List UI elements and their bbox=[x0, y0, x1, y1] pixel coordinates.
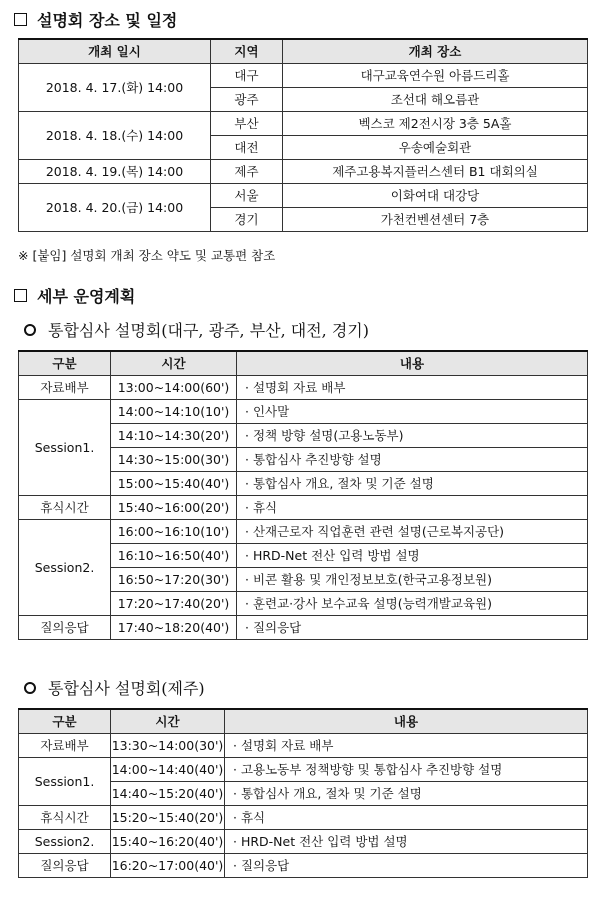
content-cell: · 비콘 활용 및 개인정보보호(한국고용정보원) bbox=[237, 567, 588, 591]
table-row bbox=[19, 757, 588, 781]
time-cell: 14:10~14:30(20') bbox=[111, 423, 237, 447]
venue-cell: 가천컨벤션센터 7층 bbox=[283, 207, 588, 231]
section1-heading bbox=[14, 8, 177, 31]
table-row bbox=[19, 111, 588, 135]
time-cell: 15:40~16:20(40') bbox=[111, 829, 225, 853]
table-row bbox=[19, 375, 588, 399]
section2-heading bbox=[14, 284, 135, 307]
header-category: 구분 bbox=[19, 709, 111, 733]
date-cell: 2018. 4. 17.(화) 14:00 bbox=[19, 63, 211, 111]
region-cell: 부산 bbox=[211, 111, 283, 135]
date-cell: 2018. 4. 20.(금) 14:00 bbox=[19, 183, 211, 231]
header-time: 시간 bbox=[111, 351, 237, 375]
table-row bbox=[19, 805, 588, 829]
table-header-row bbox=[19, 39, 588, 63]
category-cell: Session1. bbox=[19, 399, 111, 495]
venue-cell: 조선대 해오름관 bbox=[283, 87, 588, 111]
header-venue: 개최 장소 bbox=[283, 39, 588, 63]
time-cell: 14:40~15:20(40') bbox=[111, 781, 225, 805]
content-cell: · HRD-Net 전산 입력 방법 설명 bbox=[225, 829, 588, 853]
circle-bullet-icon bbox=[24, 682, 36, 694]
table-row bbox=[19, 615, 588, 639]
time-cell: 16:20~17:00(40') bbox=[111, 853, 225, 877]
header-date: 개최 일시 bbox=[19, 39, 211, 63]
venue-cell: 벡스코 제2전시장 3층 5A홀 bbox=[283, 111, 588, 135]
table-row bbox=[19, 63, 588, 87]
category-cell: 자료배부 bbox=[19, 375, 111, 399]
time-cell: 15:40~16:00(20') bbox=[111, 495, 237, 519]
category-cell: Session2. bbox=[19, 829, 111, 853]
program-table-jeju bbox=[18, 708, 588, 878]
time-cell: 13:00~14:00(60') bbox=[111, 375, 237, 399]
venue-note: ※ [붙임] 설명회 개최 장소 약도 및 교통편 참조 bbox=[18, 248, 276, 263]
region-cell: 대구 bbox=[211, 63, 283, 87]
time-cell: 17:20~17:40(20') bbox=[111, 591, 237, 615]
category-cell: Session1. bbox=[19, 757, 111, 805]
content-cell: · 설명회 자료 배부 bbox=[237, 375, 588, 399]
circle-bullet-icon bbox=[24, 324, 36, 336]
table-header-row bbox=[19, 709, 588, 733]
category-cell: 질의응답 bbox=[19, 853, 111, 877]
time-cell: 14:00~14:40(40') bbox=[111, 757, 225, 781]
sub1-heading bbox=[24, 318, 369, 341]
time-cell: 16:10~16:50(40') bbox=[111, 543, 237, 567]
content-cell: · 통합심사 추진방향 설명 bbox=[237, 447, 588, 471]
table-row bbox=[19, 829, 588, 853]
date-cell: 2018. 4. 19.(목) 14:00 bbox=[19, 159, 211, 183]
sub2-heading bbox=[24, 676, 205, 699]
time-cell: 15:00~15:40(40') bbox=[111, 471, 237, 495]
content-cell: · 휴식 bbox=[237, 495, 588, 519]
content-cell: · 통합심사 개요, 절차 및 기준 설명 bbox=[237, 471, 588, 495]
header-content: 내용 bbox=[225, 709, 588, 733]
table-row bbox=[19, 519, 588, 543]
sub1-title: 통합심사 설명회(대구, 광주, 부산, 대전, 경기) bbox=[48, 321, 370, 340]
header-time: 시간 bbox=[111, 709, 225, 733]
content-cell: · 정책 방향 설명(고용노동부) bbox=[237, 423, 588, 447]
time-cell: 13:30~14:00(30') bbox=[111, 733, 225, 757]
sub2-title: 통합심사 설명회(제주) bbox=[48, 679, 205, 698]
category-cell: 휴식시간 bbox=[19, 495, 111, 519]
category-cell: 자료배부 bbox=[19, 733, 111, 757]
region-cell: 제주 bbox=[211, 159, 283, 183]
region-cell: 서울 bbox=[211, 183, 283, 207]
time-cell: 16:00~16:10(10') bbox=[111, 519, 237, 543]
category-cell: 질의응답 bbox=[19, 615, 111, 639]
category-cell: 휴식시간 bbox=[19, 805, 111, 829]
table-row bbox=[19, 183, 588, 207]
table-header-row bbox=[19, 351, 588, 375]
schedule-table bbox=[18, 38, 588, 232]
table-row bbox=[19, 853, 588, 877]
venue-cell: 제주고용복지플러스센터 B1 대회의실 bbox=[283, 159, 588, 183]
content-cell: · 고용노동부 정책방향 및 통합심사 추진방향 설명 bbox=[225, 757, 588, 781]
content-cell: · 설명회 자료 배부 bbox=[225, 733, 588, 757]
section1-title: 설명회 장소 및 일정 bbox=[37, 11, 178, 30]
time-cell: 15:20~15:40(20') bbox=[111, 805, 225, 829]
square-bullet-icon bbox=[14, 13, 27, 26]
content-cell: · 질의응답 bbox=[237, 615, 588, 639]
content-cell: · 통합심사 개요, 절차 및 기준 설명 bbox=[225, 781, 588, 805]
venue-cell: 이화여대 대강당 bbox=[283, 183, 588, 207]
content-cell: · 인사말 bbox=[237, 399, 588, 423]
category-cell: Session2. bbox=[19, 519, 111, 615]
content-cell: · HRD-Net 전산 입력 방법 설명 bbox=[237, 543, 588, 567]
table-row bbox=[19, 159, 588, 183]
time-cell: 14:00~14:10(10') bbox=[111, 399, 237, 423]
content-cell: · 휴식 bbox=[225, 805, 588, 829]
table-row bbox=[19, 399, 588, 423]
content-cell: · 훈련교·강사 보수교육 설명(능력개발교육원) bbox=[237, 591, 588, 615]
table-row bbox=[19, 733, 588, 757]
table-row bbox=[19, 495, 588, 519]
date-cell: 2018. 4. 18.(수) 14:00 bbox=[19, 111, 211, 159]
header-category: 구분 bbox=[19, 351, 111, 375]
region-cell: 경기 bbox=[211, 207, 283, 231]
header-region: 지역 bbox=[211, 39, 283, 63]
content-cell: · 질의응답 bbox=[225, 853, 588, 877]
time-cell: 16:50~17:20(30') bbox=[111, 567, 237, 591]
region-cell: 대전 bbox=[211, 135, 283, 159]
region-cell: 광주 bbox=[211, 87, 283, 111]
header-content: 내용 bbox=[237, 351, 588, 375]
time-cell: 17:40~18:20(40') bbox=[111, 615, 237, 639]
square-bullet-icon bbox=[14, 289, 27, 302]
venue-cell: 우송예술회관 bbox=[283, 135, 588, 159]
venue-cell: 대구교육연수원 아름드리홀 bbox=[283, 63, 588, 87]
time-cell: 14:30~15:00(30') bbox=[111, 447, 237, 471]
program-table-main bbox=[18, 350, 588, 640]
section2-title: 세부 운영계획 bbox=[37, 287, 136, 306]
content-cell: · 산재근로자 직업훈련 관련 설명(근로복지공단) bbox=[237, 519, 588, 543]
